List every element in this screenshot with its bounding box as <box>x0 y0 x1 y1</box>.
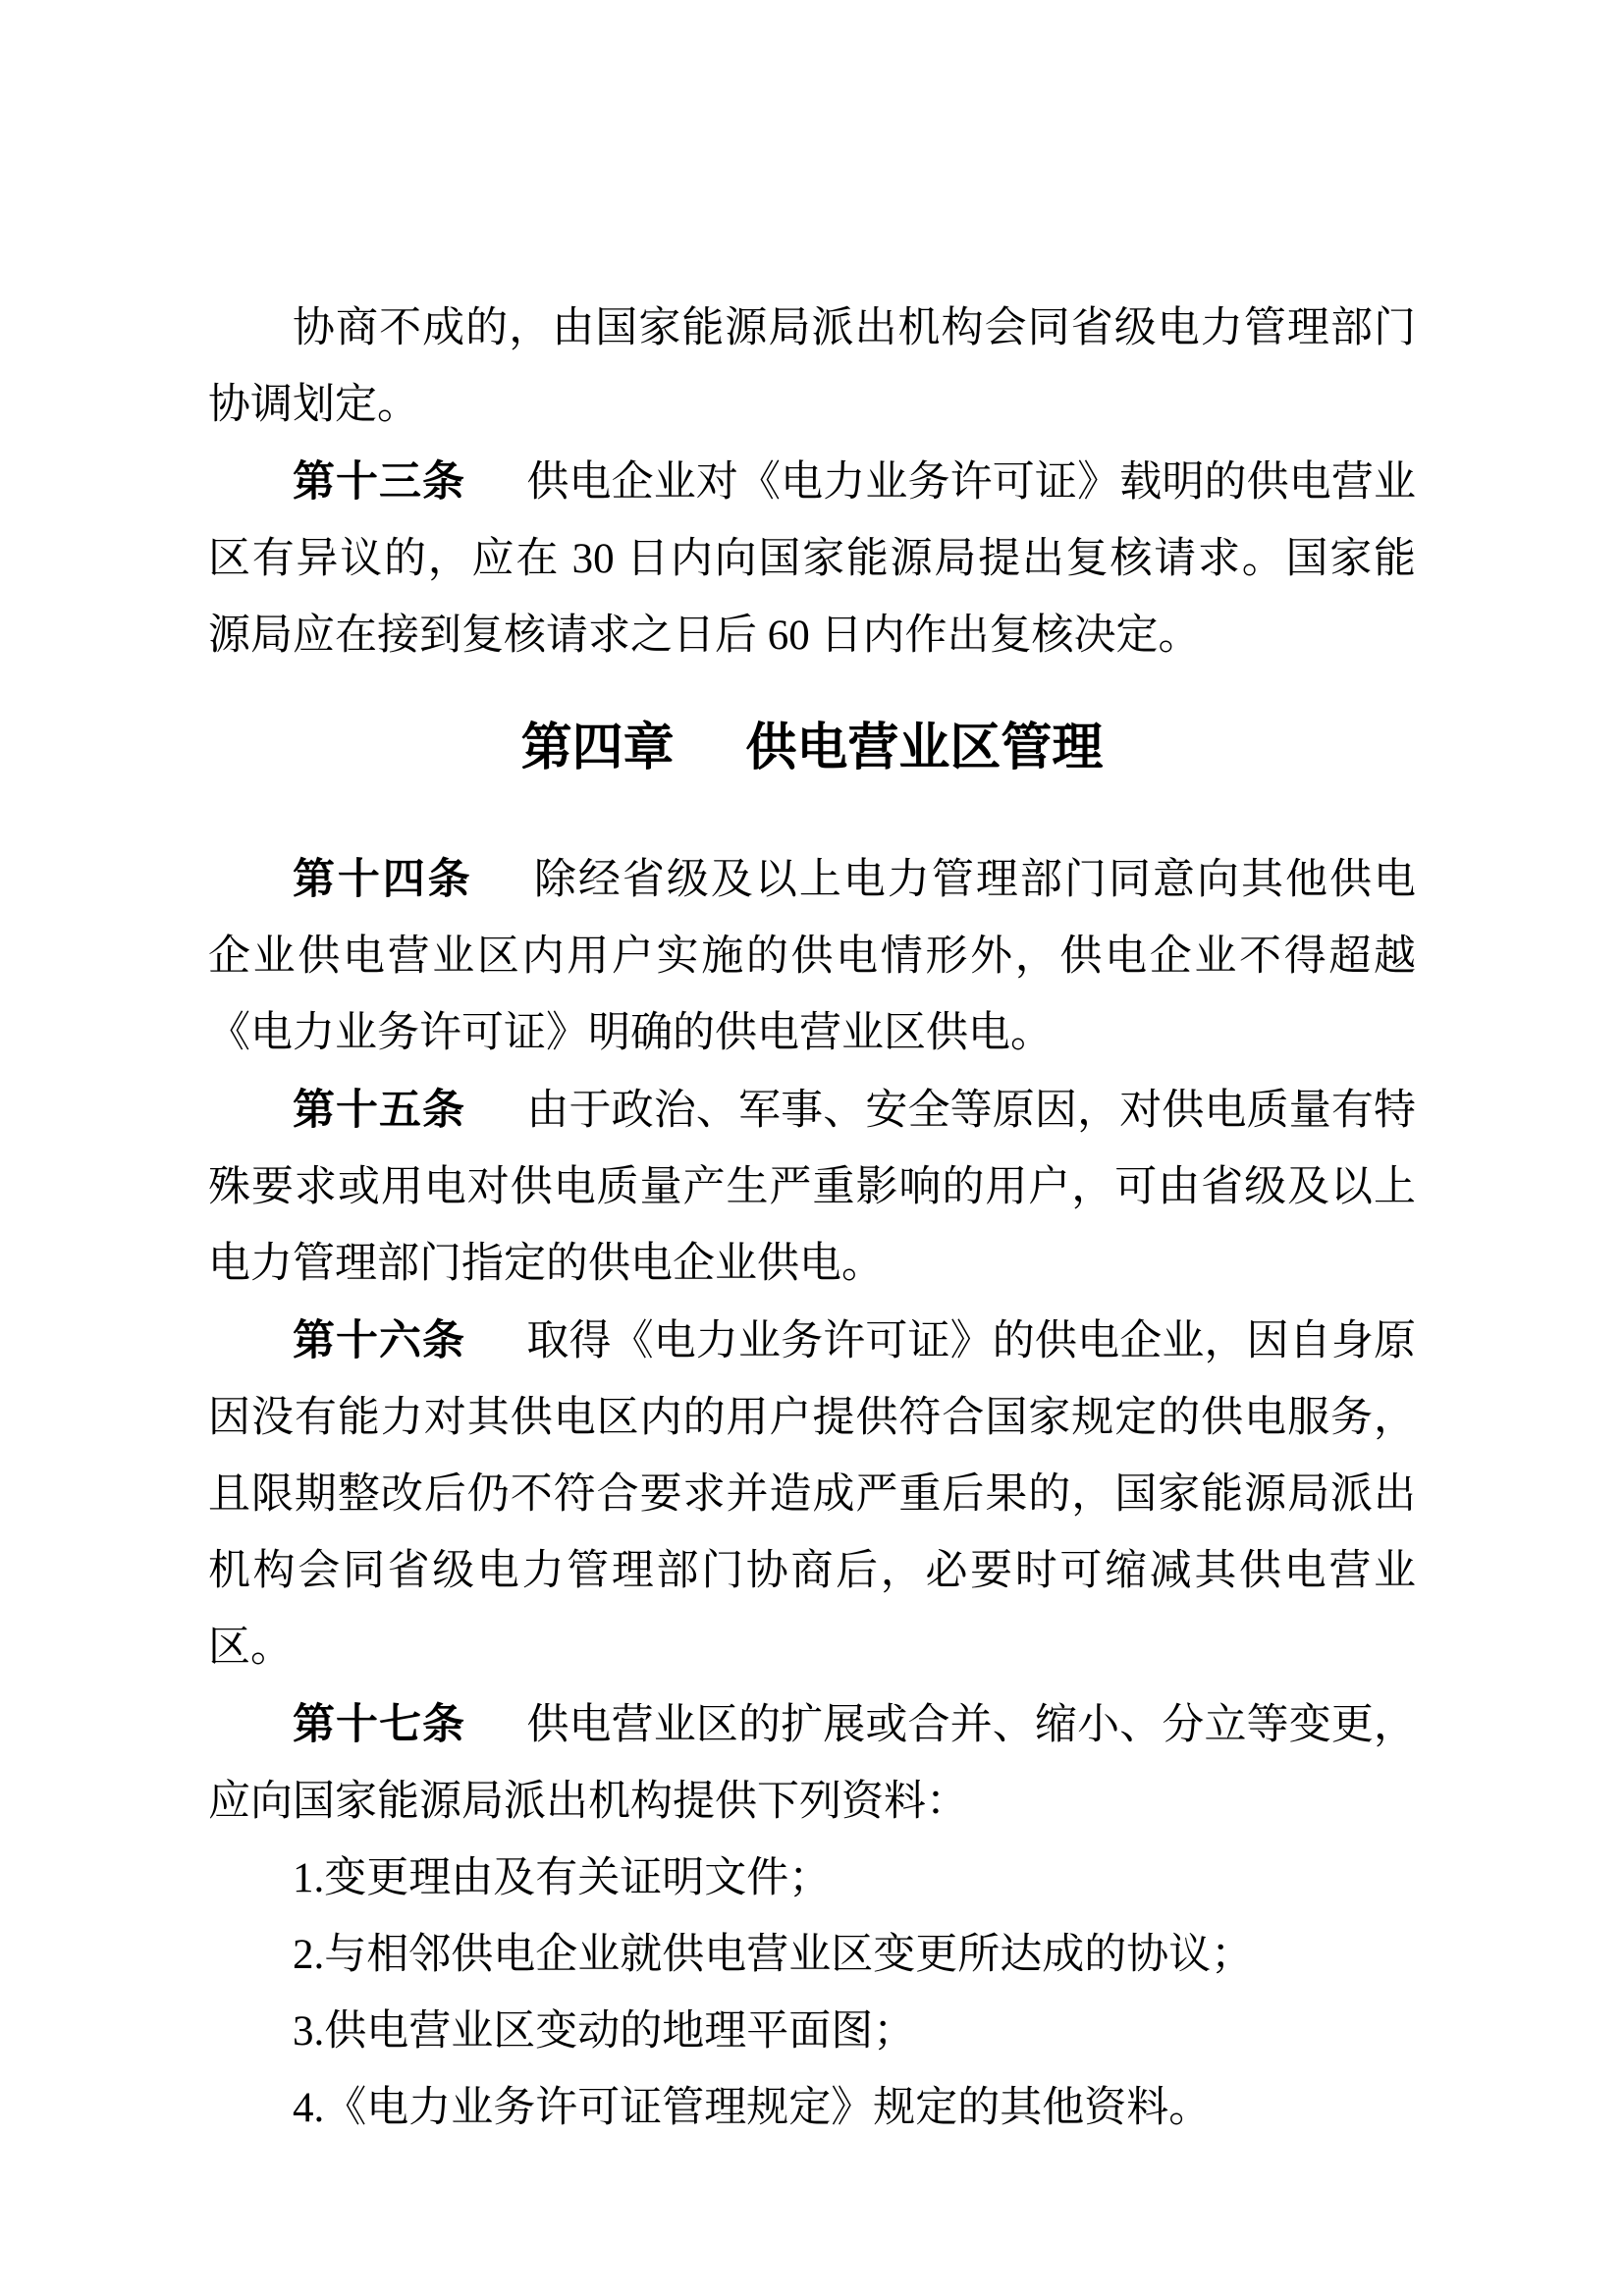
line-text: 殊要求或用电对供电质量产生严重影响的用户，可由省级及以上 <box>208 1164 1416 1210</box>
chapter-number: 第四章 <box>520 720 675 776</box>
line-text: 1.变更理由及有关证明文件； <box>293 1855 832 1901</box>
list-item <box>208 2070 1416 2147</box>
list-item <box>208 1841 1416 1917</box>
text-line <box>208 1226 1416 1303</box>
paragraph <box>208 1686 1416 1841</box>
paragraph <box>208 291 1416 444</box>
text-line <box>208 919 1416 995</box>
article-number: 第十六条 <box>293 1317 465 1364</box>
line-text: 因没有能力对其供电区内的用户提供符合国家规定的供电服务， <box>208 1395 1416 1441</box>
line-text: 除经省级及以上电力管理部门同意向其他供电 <box>533 857 1416 903</box>
text-line <box>208 2070 1416 2147</box>
line-text: 供电营业区的扩展或合并、缩小、分立等变更， <box>526 1702 1416 1748</box>
line-text: 4.《电力业务许可证管理规定》规定的其他资料。 <box>293 2085 1212 2131</box>
text-line <box>208 598 1416 674</box>
line-text: 协调划定。 <box>208 382 419 428</box>
text-line <box>208 1533 1416 1686</box>
line-text: 《电力业务许可证》明确的供电营业区供电。 <box>208 1010 1053 1056</box>
line-text: 供电企业对《电力业务许可证》载明的供电营业 <box>526 459 1416 506</box>
text-line <box>208 291 1416 367</box>
text-line <box>208 1303 1416 1380</box>
article-number: 第十四条 <box>293 856 473 903</box>
text-line <box>208 1764 1416 1841</box>
line-text: 协商不成的，由国家能源局派出机构会同省级电力管理部门 <box>293 305 1416 351</box>
line-text: 取得《电力业务许可证》的供电企业，因自身原 <box>526 1318 1416 1364</box>
line-text: 由于政治、军事、安全等原因，对供电质量有特 <box>526 1088 1416 1134</box>
line-text: 企业供电营业区内用户实施的供电情形外，供电企业不得超越 <box>208 934 1416 980</box>
article-number: 第十五条 <box>293 1087 465 1134</box>
text-line <box>208 995 1416 1072</box>
text-line <box>208 1994 1416 2070</box>
paragraph <box>208 1072 1416 1303</box>
line-text: 机构会同省级电力管理部门协商后，必要时可缩减其供电营业区。 <box>208 1548 1416 1671</box>
line-text: 电力管理部门指定的供电企业供电。 <box>208 1241 884 1287</box>
paragraph <box>208 444 1416 674</box>
article-number: 第十七条 <box>293 1701 465 1748</box>
article-number: 第十三条 <box>293 458 465 506</box>
text-line <box>208 1380 1416 1457</box>
text-line <box>208 1686 1416 1764</box>
line-text: 源局应在接到复核请求之日后 60 日内作出复核决定。 <box>208 613 1201 659</box>
list-item <box>208 1994 1416 2070</box>
text-line <box>208 1072 1416 1149</box>
text-line <box>208 444 1416 521</box>
text-line <box>208 1917 1416 1994</box>
text-line <box>208 841 1416 919</box>
text-line <box>208 521 1416 598</box>
chapter-title: 供电营业区管理 <box>745 720 1104 776</box>
document-body <box>208 291 1416 2147</box>
text-line <box>208 367 1416 444</box>
line-text: 应向国家能源局派出机构提供下列资料： <box>208 1779 968 1825</box>
line-text: 且限期整改后仍不符合要求并造成严重后果的，国家能源局派出 <box>208 1471 1416 1518</box>
list-item <box>208 1917 1416 1994</box>
chapter-heading <box>208 710 1416 786</box>
line-text: 区有异议的，应在 30 日内向国家能源局提出复核请求。国家能 <box>208 536 1416 582</box>
paragraph <box>208 841 1416 1072</box>
text-line <box>208 1149 1416 1226</box>
paragraph <box>208 1303 1416 1686</box>
line-text: 2.与相邻供电企业就供电营业区变更所达成的协议； <box>293 1932 1254 1978</box>
text-line <box>208 1841 1416 1917</box>
text-line <box>208 1457 1416 1533</box>
line-text: 3.供电营业区变动的地理平面图； <box>293 2008 916 2055</box>
